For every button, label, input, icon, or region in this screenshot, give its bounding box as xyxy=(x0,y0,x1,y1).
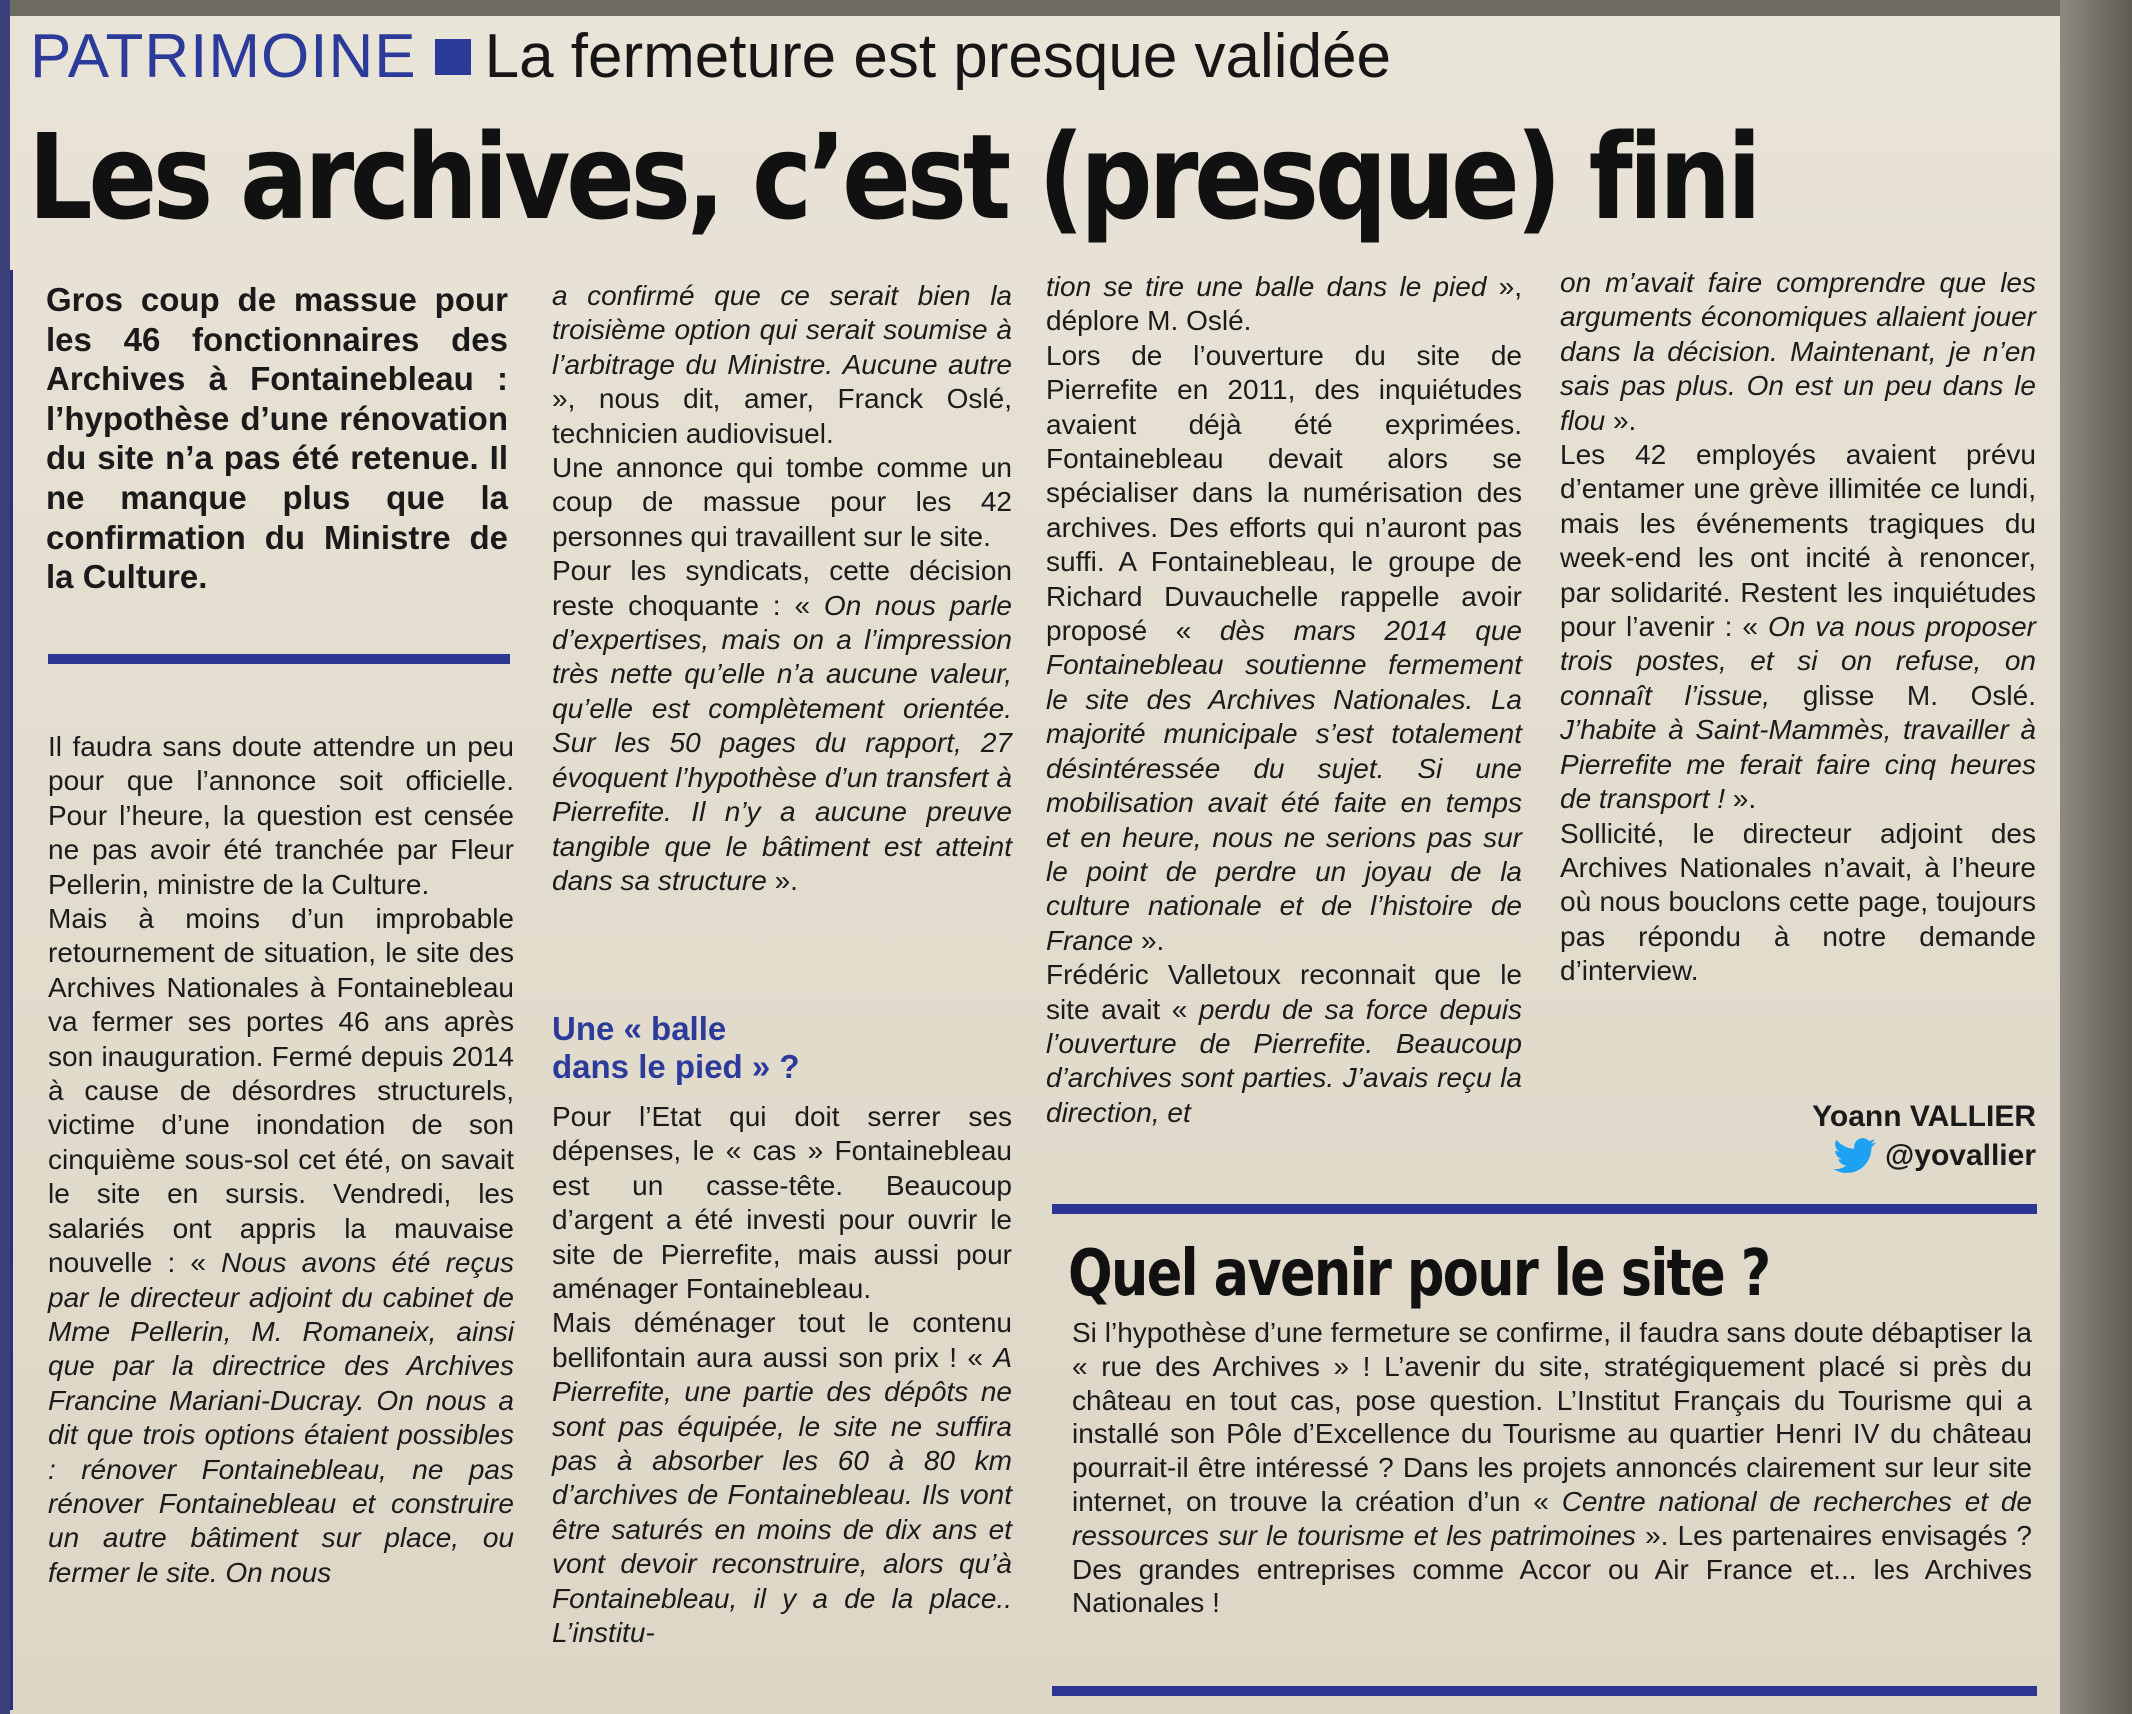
paragraph: Sollicité, le directeur adjoint des Archives Nationales n’avait, à l’heure où nous bouclons cette page, toujours pas répondu à notre demande d’interview. xyxy=(1560,817,2036,987)
paragraph xyxy=(1046,339,1522,958)
text-run: Mais à moins d’un improbable retournement de situation, le site des Archives Nationales à Fontainebleau va fermer ses portes 46 ans après son inauguration. Fermé depuis 2014 à cause de désordres structurels, victime d’une inondation de son cinquième sous-sol cet été, on savait le site en sursis. Vendredi, les salariés ont appris la mauvaise nouvelle : « xyxy=(48,903,514,1279)
text-run: Pour les syndicats, cette décision reste choquante : « xyxy=(552,555,1012,621)
text-run: ». xyxy=(774,864,798,896)
quote-run: on m’avait faire comprendre que les arguments économiques allaient jouer dans la décision. Maintenant, je n’en sais pas plus. On est un peu dans le flou xyxy=(1560,267,2036,436)
square-bullet-icon xyxy=(435,39,471,75)
quote-run: J’habite à Saint-Mammès, travailler à Pierrefite me ferait faire cinq heures de transport ! xyxy=(1560,714,2036,815)
headline: Les archives, c’est (presque) fini xyxy=(28,108,1758,246)
paragraph: Il faudra sans doute attendre un peu pour que l’annonce soit officielle. Pour l’heure, la question est censée ne pas avoir été tranchée par Fleur Pellerin, ministre de la Culture. xyxy=(48,731,514,900)
text-run: Frédéric Valletoux reconnait que le site avait « xyxy=(1046,959,1522,1025)
kicker-subtitle: La fermeture est presque validée xyxy=(484,22,1392,91)
text-run: », déplore M. Oslé. xyxy=(1046,271,1523,337)
page-edge-top xyxy=(0,0,2132,16)
text-run: glisse M. Oslé. xyxy=(1802,679,2036,711)
page-edge-right xyxy=(2060,0,2132,1714)
intertitle-line: dans le pied » ? xyxy=(552,1048,800,1085)
lead-rule xyxy=(48,654,510,664)
quote-run: dès mars 2014 que Fontainebleau soutienne fermement le site des Archives Nationales. La majorité municipale s’est totalement désintéressée du sujet. Si une mobilisation avait été faite en temps et en heure, nous ne serions pas sur le point de perdre un joyau de la culture nationale et de l’histoire de France xyxy=(1046,615,1522,956)
column-4 xyxy=(1560,266,2036,989)
author-twitter[interactable] xyxy=(1820,1136,2036,1176)
column-3 xyxy=(1046,270,1522,1130)
paragraph xyxy=(1046,958,1522,1130)
quote-run: Centre national de recherches et de ressources sur le tourisme et les patrimoines xyxy=(1072,1485,2033,1551)
page-edge-left xyxy=(0,0,10,1714)
box-top-rule xyxy=(1052,1204,2037,1214)
margin-rule xyxy=(10,270,13,1710)
text-run: ». xyxy=(1612,404,1637,436)
box-bottom-rule xyxy=(1052,1686,2037,1696)
column-1 xyxy=(48,730,514,1590)
text-run: Les 42 employés avaient prévu d’entamer une grève illimitée ce lundi, mais les événements tragiques du week-end les ont incité à renoncer, par solidarité. Restent les inquiétudes pour l’avenir : « xyxy=(1560,439,2036,643)
lead-paragraph: Gros coup de massue pour les 46 fonctionnaires des Archives à Fontainebleau : l’hypothèse d’une rénovation du site n’a pas été retenue. Il ne manque plus que la confirmation du Ministre de la Culture. xyxy=(46,281,508,596)
twitter-handle[interactable]: @yovallier xyxy=(1885,1139,2036,1172)
quote-run: a confirmé que ce serait bien la troisième option qui serait soumise à l’arbitrage du Ministre. Aucune autre xyxy=(552,280,1012,380)
rubric-label: PATRIMOINE xyxy=(30,22,417,91)
paragraph xyxy=(1046,270,1522,339)
box-title: Quel avenir pour le site ? xyxy=(1068,1237,1770,1311)
column-2-bottom xyxy=(552,1100,1012,1651)
paragraph xyxy=(48,902,514,1590)
quote-run: On va nous proposer trois postes, et si on refuse, on connaît l’issue, xyxy=(1560,611,2036,711)
text-run: ». xyxy=(1140,924,1165,956)
text-run: Si l’hypothèse d’une fermeture se confirme, il faudra sans doute débaptiser la « rue des Archives » ! L’avenir du site, stratégiquement placé si près du château en tout cas, pose question. L’Institut Français du Tourisme qui a installé son Pôle d’Excellence du Tourisme au quartier Henri IV du château pourrait-il être intéressé ? Dans les projets annoncés clairement sur leur site internet, on trouve la création d’un « xyxy=(1072,1317,2032,1517)
quote-run: Nous avons été reçus par le directeur adjoint du cabinet de Mme Pellerin, M. Romaneix, ainsi que par la directrice des Archives Francine Mariani-Ducray. On nous a dit que trois options étaient possibles : rénover Fontainebleau, ne pas rénover Fontainebleau et construire un autre bâtiment sur place, ou fermer le site. On nous xyxy=(48,1247,515,1588)
text-run: Mais déménager tout le contenu bellifontain aura aussi son prix ! « xyxy=(552,1307,1012,1373)
text-run: ». xyxy=(1732,783,1757,815)
paragraph: Pour l’Etat qui doit serrer ses dépenses, le « cas » Fontainebleau est un casse-tête. Beaucoup d’argent a été investi pour ouvrir le site de Pierrefite, mais aussi pour aménager Fontainebleau. xyxy=(552,1101,1012,1305)
column-2-top xyxy=(552,279,1012,898)
paragraph xyxy=(1560,266,2036,438)
text-run: ». Les partenaires envisagés ? Des grandes entreprises comme Accor ou Air France et... les Archives Nationales ! xyxy=(1072,1519,2032,1619)
quote-run: A Pierrefite, une partie des dépôts ne sont pas équipée, le site ne suffira pas à absorber les 60 à 80 km d’archives de Fontainebleau. Ils vont être saturés en moins de dix ans et vont devoir reconstruire, alors qu’à Fontainebleau, il y a de la place.. L’institu- xyxy=(552,1341,1013,1649)
intertitle-line: Une « balle xyxy=(552,1010,727,1047)
intertitle xyxy=(552,1010,1012,1086)
paragraph xyxy=(552,1306,1012,1650)
quote-run: tion se tire une balle dans le pied xyxy=(1046,271,1487,302)
paragraph xyxy=(552,554,1012,898)
paragraph: Une annonce qui tombe comme un coup de massue pour les 42 personnes qui travaillent sur le site. xyxy=(552,452,1012,552)
box-text xyxy=(1072,1316,2032,1620)
twitter-bird-icon xyxy=(1833,1138,1877,1174)
kicker xyxy=(30,22,1391,92)
text-run: Lors de l’ouverture du site de Pierrefite en 2011, des inquiétudes avaient déjà été exprimées. Fontainebleau devait alors se spécialiser dans la numérisation des archives. Des efforts qui n’auront pas suffi. A Fontainebleau, le groupe de Richard Duvauchelle rappelle avoir proposé « xyxy=(1046,339,1522,647)
quote-run: On nous parle d’expertises, mais on a l’impression très nette qu’elle n’a aucune valeur, qu’elle est complètement orientée. Sur les 50 pages du rapport, 27 évoquent l’hypothèse d’un transfert à Pierrefite. Il n’y a aucune preuve tangible que le bâtiment est atteint dans sa structure xyxy=(552,589,1013,896)
text-run: », nous dit, amer, Franck Oslé, technicien audiovisuel. xyxy=(552,383,1012,449)
paragraph xyxy=(552,279,1012,451)
paragraph xyxy=(1560,438,2036,816)
quote-run: perdu de sa force depuis l’ouverture de Pierrefite. Beaucoup d’archives sont parties. J’avais reçu la direction, et xyxy=(1046,993,1522,1128)
author-name: Yoann VALLIER xyxy=(1812,1100,2036,1133)
